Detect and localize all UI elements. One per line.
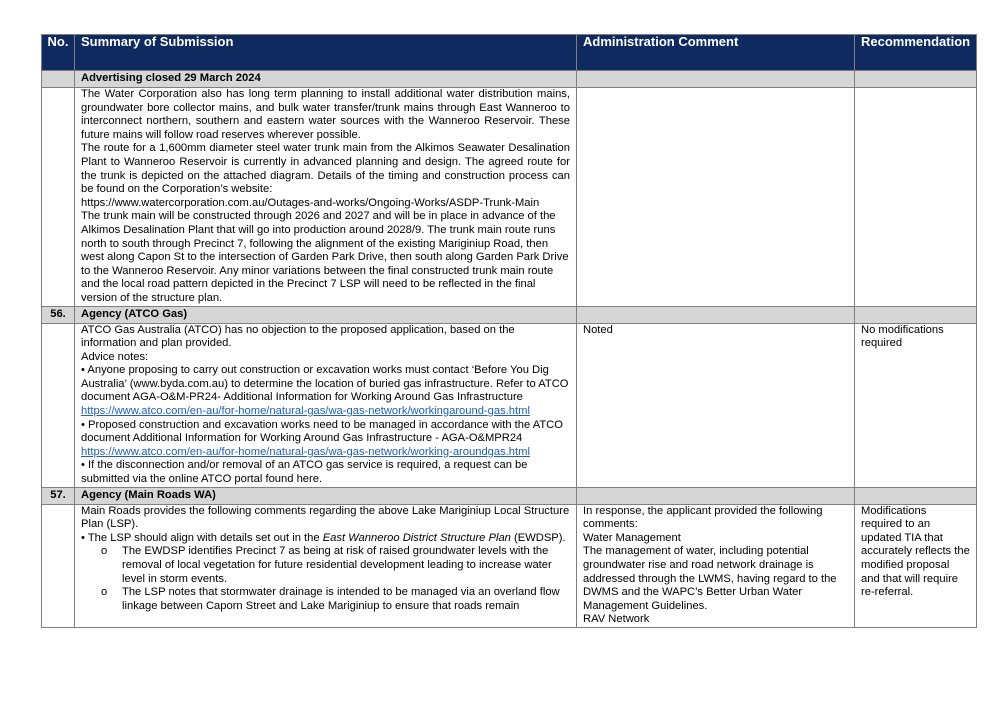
admin-intro: In response, the applicant provided the following comments: [583, 504, 823, 531]
atco-note-2 [81, 419, 570, 460]
atco-note-1 [81, 364, 570, 418]
water-para-3: The trunk main will be constructed through 2026 and 2027 and will be in place in advance of the Alkimos Desalination Plant that will go into production around 2028/9. The trunk main route runs north to south through Precinct 7, following the alignment of the existing Mariginiup Road, then west along Capon St to the intersection of Garden Park Drive, then south along Garden Park Drive to the Wanneroo Reservoir. Any minor variations between the final constructed trunk main route and the local road pattern depicted in the Precinct 7 LSP will need to be reflected in the final version of the structure plan. [81, 210, 569, 304]
table-header [42, 35, 977, 71]
main-roads-title: Agency (Main Roads WA) [75, 487, 577, 504]
main-roads-row [42, 504, 977, 627]
atco-number: 56. [42, 306, 75, 323]
header-admin-comment: Administration Comment [577, 35, 855, 71]
main-roads-subitem-2-text: The LSP notes that stormwater drainage is intended to be managed via an overland flow linkage between Caporn Street and Lake Mariginiup to ensure that roads remain [122, 586, 560, 612]
main-roads-subitem-2 [81, 586, 570, 613]
water-para-2: The route for a 1,600mm diameter steel water trunk main from the Alkimos Seawater Desalination Plant to Wanneroo Reservoir is currently in advanced planning and design. The agreed route for the trunk is depicted on the attached diagram. Details of the timing and construction process can be found on the Corporation’s website: [81, 142, 570, 196]
main-roads-recommendation: Modifications required to an updated TIA that accurately reflects the modified proposal and that will require re-referral. [855, 504, 977, 627]
atco-note-2-text: • Proposed construction and excavation works need to be managed in accordance with the ATCO document Additional Information for Working Around Gas Infrastructure - AGA-O&MPR24 [81, 418, 563, 445]
atco-note-1-link[interactable]: https://www.atco.com/en-au/for-home/natural-gas/wa-gas-network/workingaround-gas.html [81, 405, 530, 418]
admin-heading-rav: RAV Network [583, 613, 650, 626]
advertising-closed-label: Advertising closed 29 March 2024 [75, 71, 577, 88]
main-roads-subitem-1 [81, 545, 570, 586]
admin-water-para: The management of water, including potential groundwater rise and road network drainage is addressed through the LWMS, having regard to the DWMS and the WAPC’s Better Urban Water Management Guidelines. [583, 545, 837, 612]
atco-summary [75, 323, 577, 487]
main-roads-intro: Main Roads provides the following comments regarding the above Lake Mariginiup Local Structure Plan (LSP). [81, 504, 570, 531]
atco-title: Agency (ATCO Gas) [75, 306, 577, 323]
admin-heading-water: Water Management [583, 531, 681, 544]
main-roads-bullet-emphasis: East Wanneroo District Structure Plan [322, 531, 511, 544]
main-roads-subitem-1-text: The EWDSP identifies Precinct 7 as being at risk of raised groundwater levels with the removal of local vegetation for future residential development leading to increase water level in storm events. [122, 545, 552, 585]
atco-recommendation: No modifications required [855, 323, 977, 487]
header-recommendation: Recommendation [855, 35, 977, 71]
atco-advice-heading: Advice notes: [81, 350, 149, 363]
main-roads-summary [75, 504, 577, 627]
sub-bullet-marker: o [101, 545, 108, 558]
atco-section-row [42, 306, 977, 323]
main-roads-bullet-suffix: (EWDSP). [510, 531, 566, 544]
header-summary: Summary of Submission [75, 35, 577, 71]
main-roads-number: 57. [42, 487, 75, 504]
submissions-table [41, 34, 977, 628]
sub-bullet-marker: o [101, 586, 108, 599]
main-roads-bullet-text: • The LSP should align with details set out in the [81, 531, 323, 544]
atco-row [42, 323, 977, 487]
atco-intro: ATCO Gas Australia (ATCO) has no objection to the proposed application, based on the information and plan provided. [81, 323, 515, 350]
atco-admin-comment: Noted [577, 323, 855, 487]
water-corporation-row [42, 88, 977, 307]
header-no: No. [42, 35, 75, 71]
water-para-1: The Water Corporation also has long term planning to install additional water distribution mains, groundwater bore collector mains, and bulk water transfer/trunk mains through East Wanneroo to interconnect northern, southern and eastern water sources with the Wanneroo Reservoir. These future mains will follow road reserves wherever possible. [81, 88, 570, 141]
advertising-closed-row [42, 71, 977, 88]
atco-note-2-link[interactable]: https://www.atco.com/en-au/for-home/natural-gas/wa-gas-network/working-aroundgas.html [81, 445, 530, 458]
atco-note-3: • If the disconnection and/or removal of an ATCO gas service is required, a request can be submitted via the online ATCO portal found here. [81, 459, 528, 486]
main-roads-admin-comment [577, 504, 855, 627]
water-corporation-summary [75, 88, 577, 307]
atco-note-1-text: • Anyone proposing to carry out construction or excavation works must contact ‘Before You Dig Australia’ (www.byda.com.au) to determine the location of buried gas infrastructure. Refer to ATCO document AGA-O&M-PR24- Additional Information for Working Around Gas Infrastructure [81, 364, 569, 404]
main-roads-section-row [42, 487, 977, 504]
main-roads-bullet [81, 532, 570, 546]
water-url: https://www.watercorporation.com.au/Outages-and-works/Ongoing-Works/ASDP-Trunk-Main [81, 196, 540, 209]
